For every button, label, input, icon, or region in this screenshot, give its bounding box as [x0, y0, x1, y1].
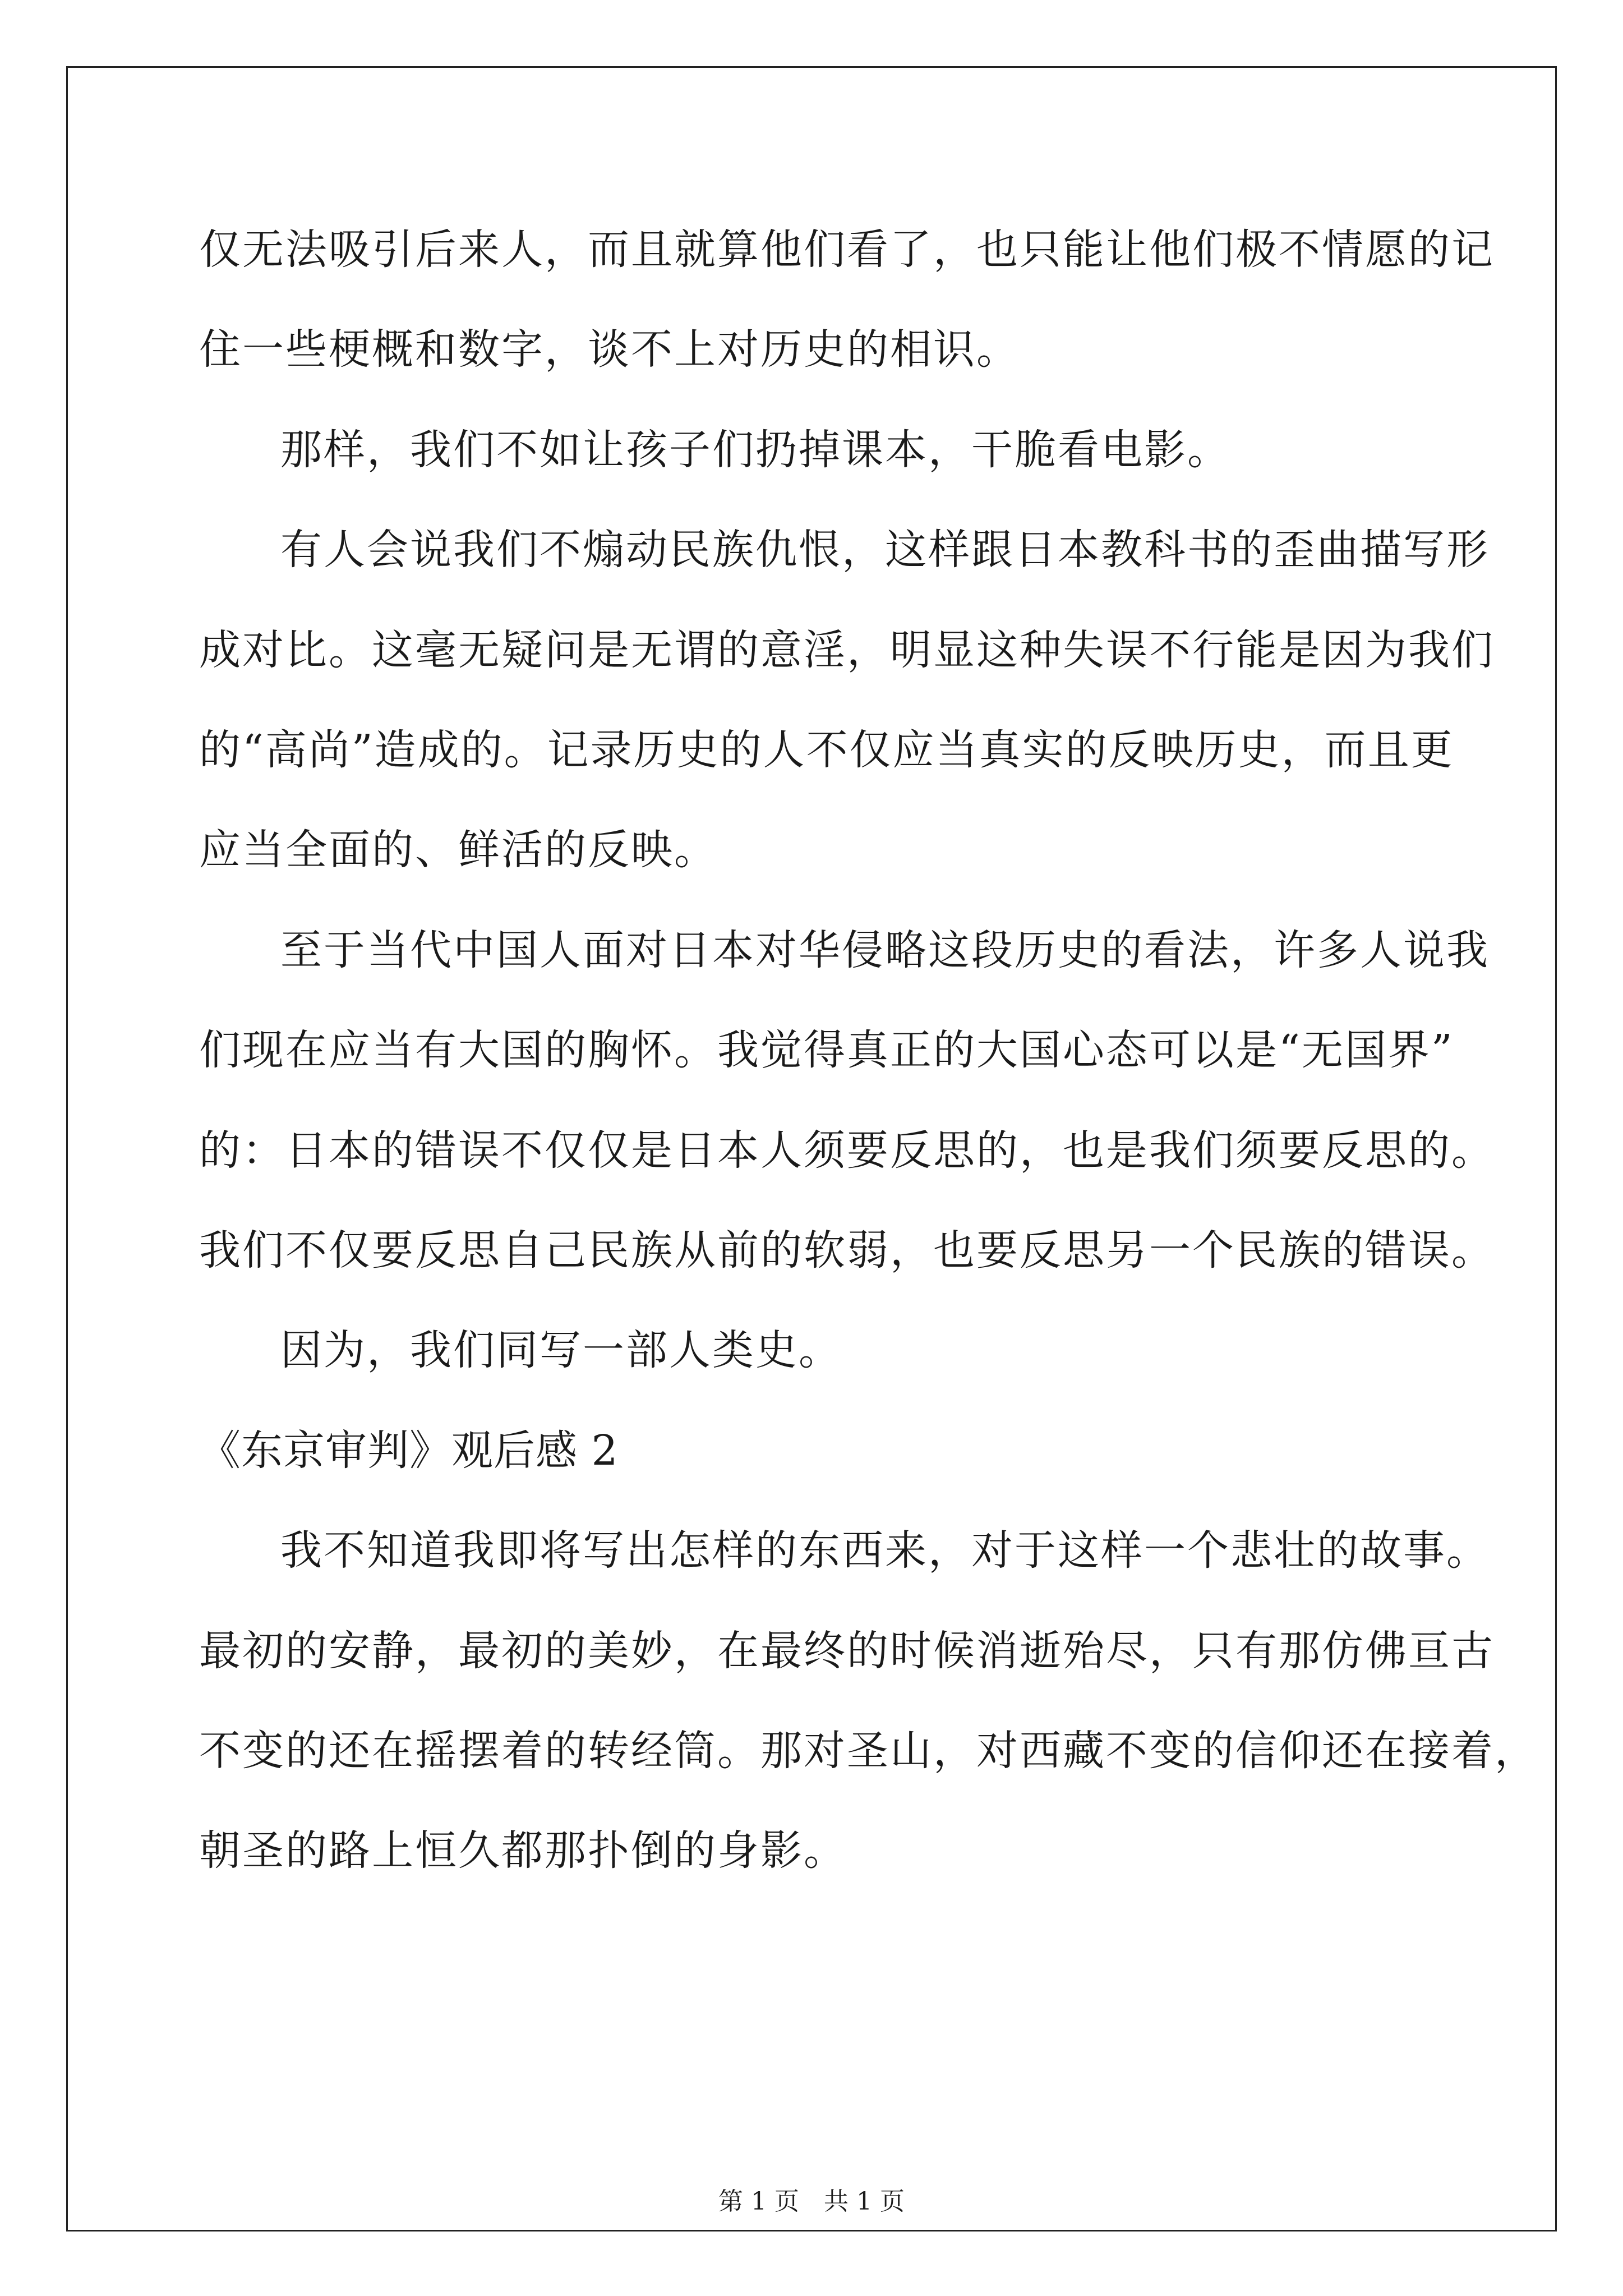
section-title: 《东京审判》观后感 2	[199, 1427, 619, 1475]
paragraph-start-line: 那样，我们不如让孩子们扔掉课本，干脆看电影。	[280, 426, 1230, 474]
body-line: 的：日本的错误不仅仅是日本人须要反思的，也是我们须要反思的。	[199, 1126, 1495, 1175]
body-line: 们现在应当有大国的胸怀。我觉得真正的大国心态可以是“无国界”	[199, 1026, 1454, 1074]
body-line: 住一些梗概和数字，谈不上对历史的相识。	[199, 325, 1020, 374]
body-line: 成对比。这毫无疑问是无谓的意淫，明显这种失误不行能是因为我们	[199, 626, 1495, 674]
body-line: 仅无法吸引后来人，而且就算他们看了，也只能让他们极不情愿的记	[199, 226, 1495, 274]
paragraph-start-line: 至于当代中国人面对日本对华侵略这段历史的看法，许多人说我	[280, 926, 1490, 974]
body-line: 我们不仅要反思自己民族从前的软弱，也要反思另一个民族的错误。	[199, 1226, 1495, 1274]
body-line: 朝圣的路上恒久都那扑倒的身影。	[199, 1826, 847, 1875]
paragraph-start-line: 因为，我们同写一部人类史。	[280, 1326, 842, 1374]
paragraph-start-line: 我不知道我即将写出怎样的东西来，对于这样一个悲壮的故事。	[280, 1526, 1490, 1575]
paragraph-start-line: 有人会说我们不煽动民族仇恨，这样跟日本教科书的歪曲描写形	[280, 526, 1490, 574]
body-line: 的“高尚”造成的。记录历史的人不仅应当真实的反映历史，而且更	[199, 726, 1454, 774]
page-number-footer: 第 1 页 共 1 页	[718, 2187, 905, 2216]
body-line: 不变的还在摇摆着的转经筒。那对圣山，对西藏不变的信仰还在接着，	[199, 1727, 1538, 1775]
body-line: 最初的安静，最初的美妙，在最终的时候消逝殆尽，只有那仿佛亘古	[199, 1627, 1495, 1675]
body-line: 应当全面的、鲜活的反映。	[199, 826, 717, 874]
